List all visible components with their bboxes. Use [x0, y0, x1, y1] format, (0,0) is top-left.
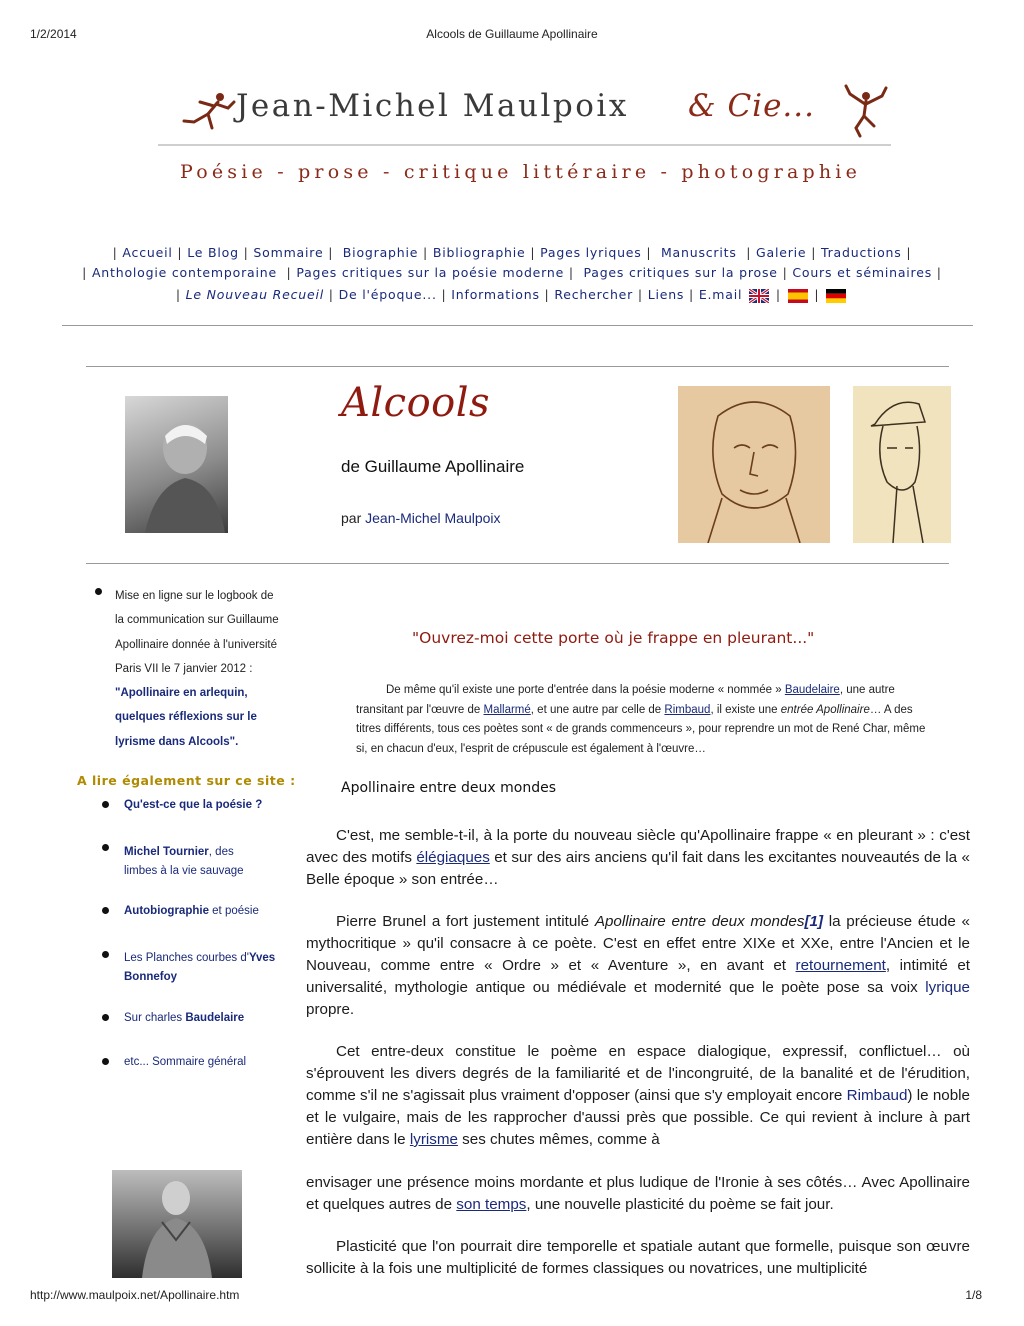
nav-rechercher[interactable]: Rechercher — [554, 287, 634, 302]
print-url: http://www.maulpoix.net/Apollinaire.htm — [30, 1288, 240, 1302]
arlequin-link-line[interactable]: "Apollinaire en arlequin, — [115, 687, 248, 700]
intro-text: … A des titres différents, tous ces poètes sont « de grands commenceurs », pour reprendre un mot de René Char, même si, en chacun d'eux, l'esprit de crépuscule est également à l'œuvre… — [356, 703, 926, 755]
nav-row-2: | Anthologie contemporaine | Pages critiques sur la poésie moderne | Pages critiques sur la prose | Cours et séminaires | — [82, 265, 942, 280]
link-rimbaud-inline[interactable]: Rimbaud — [664, 703, 711, 716]
also-read-item — [124, 905, 259, 917]
logbook-item — [115, 584, 300, 754]
germany-flag-icon[interactable] — [826, 289, 846, 303]
link-autobiographie-bold: Autobiographie — [124, 905, 209, 917]
nav-liens[interactable]: Liens — [647, 287, 685, 302]
apollinaire-soldier-photo — [112, 1170, 242, 1278]
bullet-icon — [95, 588, 102, 595]
nav-nouveau-recueil[interactable]: Le Nouveau Recueil — [185, 287, 325, 302]
body-text: envisager une présence moins mordante et plus ludique de l'Ironie à ses côtés… Avec Apollinaire et quelques autres de — [306, 1174, 970, 1213]
page-title: Alcools — [341, 380, 491, 426]
body-text: C'est, me semble-t-il, à la porte du nouveau siècle qu'Apollinaire frappe « en pleurant » : c'est avec des motifs — [306, 827, 970, 866]
bullet-icon — [102, 907, 109, 914]
link-sommaire-general[interactable]: etc... Sommaire général — [124, 1056, 247, 1068]
banner-cie: & Cie... — [688, 88, 815, 124]
body-paragraph-4 — [306, 1172, 970, 1216]
nav-bibliographie[interactable]: Bibliographie — [432, 245, 526, 260]
title-bottom-divider — [86, 563, 949, 564]
author-link[interactable]: Jean-Michel Maulpoix — [365, 510, 501, 526]
link-bonnefoy-rest: Les Planches courbes d' — [124, 952, 249, 964]
title-top-divider — [86, 366, 949, 367]
link-poesie[interactable]: Qu'est-ce que la poésie ? — [124, 799, 263, 811]
body-text: , une nouvelle plasticité du poème se fait jour. — [526, 1196, 834, 1213]
logbook-text-line: la communication sur Guillaume — [115, 614, 279, 627]
body-paragraph-1 — [306, 825, 970, 891]
nav-informations[interactable]: Informations — [451, 287, 540, 302]
body-text: propre. — [306, 1001, 355, 1018]
link-elegiaques[interactable]: élégiaques — [416, 849, 490, 866]
nav-sommaire[interactable]: Sommaire — [253, 245, 324, 260]
intro-paragraph — [356, 681, 926, 759]
apollinaire-caricature — [853, 386, 951, 543]
also-read-item — [124, 949, 275, 987]
nav-pages-critiques-prose[interactable]: Pages critiques sur la prose — [583, 265, 778, 280]
also-read-item — [124, 843, 244, 881]
body-text: Cet entre-deux constitue le poème en espace dialogique, expressif, conflictuel… où s'éprouvent les divers degrés de la familiarité et de l'incongruité, de la banalité et de l'érudition, comme s'il ne s'agissait plus vraiment d'opposer (ainsi que s'y employait encore — [306, 1043, 970, 1104]
body-paragraph-5 — [306, 1236, 970, 1280]
apollinaire-bandaged-photo — [125, 396, 228, 533]
nav-anthologie[interactable]: Anthologie contemporaine — [91, 265, 277, 280]
also-read-item — [124, 1056, 246, 1068]
link-tournier[interactable] — [124, 846, 244, 877]
nav-pages-lyriques[interactable]: Pages lyriques — [540, 245, 642, 260]
bullet-icon — [102, 951, 109, 958]
link-baudelaire-inline[interactable]: Baudelaire — [784, 684, 840, 696]
dancer-left-icon — [180, 88, 236, 136]
body-italic: Apollinaire entre deux mondes — [594, 913, 805, 930]
banner-name: Jean-Michel Maulpoix — [236, 88, 629, 124]
section-heading: Apollinaire entre deux mondes — [341, 780, 557, 796]
link-retournement[interactable]: retournement — [795, 957, 886, 974]
bullet-icon — [102, 844, 109, 851]
nav-email[interactable]: E.mail — [698, 287, 743, 302]
body-paragraph-3 — [306, 1041, 970, 1151]
intro-italic: entrée Apollinaire — [780, 703, 870, 716]
author-prefix: par — [341, 510, 362, 526]
link-baudelaire-rest: Sur charles — [124, 1012, 186, 1024]
link-mallarme[interactable]: Mallarmé — [483, 703, 531, 716]
also-read-item — [124, 799, 262, 811]
link-lyrisme[interactable]: lyrisme — [409, 1131, 458, 1148]
nav-biographie[interactable]: Biographie — [342, 245, 419, 260]
nav-row-3: | Le Nouveau Recueil | De l'époque... | Informations | Rechercher | Liens | E.mail | | — [0, 287, 1024, 303]
link-son-temps[interactable]: son temps — [456, 1196, 527, 1213]
arlequin-link-line[interactable]: lyrisme dans Alcools". — [115, 735, 239, 748]
link-tournier-line2: limbes à la vie sauvage — [124, 865, 244, 877]
nav-blog[interactable]: Le Blog — [187, 245, 239, 260]
link-rimbaud-body[interactable]: Rimbaud — [846, 1087, 908, 1104]
link-bonnefoy-line2: Bonnefoy — [124, 971, 178, 983]
intro-text: , une autre transitant par l'œuvre de — [356, 684, 895, 716]
body-text: Pierre Brunel a fort justement intitulé — [336, 913, 595, 930]
nav-row-1: | Accueil | Le Blog | Sommaire | Biographie | Bibliographie | Pages lyriques | Manuscrits | Galerie | Traductions | — [112, 245, 912, 260]
also-read-heading: A lire également sur ce site : — [77, 773, 296, 788]
epigraph-quote: "Ouvrez-moi cette porte où je frappe en pleurant..." — [412, 629, 815, 647]
banner-subtitle: Poésie - prose - critique littéraire - photographie — [180, 161, 862, 183]
link-lyrique[interactable]: lyrique — [925, 979, 970, 996]
spain-flag-icon[interactable] — [788, 289, 808, 303]
logbook-text-line: Mise en ligne sur le logbook de — [115, 590, 274, 602]
uk-flag-icon[interactable] — [749, 289, 769, 303]
body-text: la précieuse étude « mythocritique » qu'il consacre à ce poète. C'est en effet entre XIXe et XXe, entre l'Ancien et le Nouveau, comme entre « Ordre » et « Aventure », en avant et — [306, 913, 970, 974]
link-tournier-bold: Michel Tournier — [124, 846, 209, 858]
nav-cours[interactable]: Cours et séminaires — [792, 265, 933, 280]
apollinaire-sketch-portrait — [678, 386, 830, 543]
bullet-icon — [102, 801, 109, 808]
link-baudelaire-bold: Baudelaire — [185, 1012, 245, 1024]
arlequin-link-line[interactable]: quelques réflexions sur le — [115, 711, 257, 724]
nav-pages-critiques-poesie[interactable]: Pages critiques sur la poésie moderne — [296, 265, 565, 280]
nav-epoque[interactable]: De l'époque... — [338, 287, 437, 302]
print-title: Alcools de Guillaume Apollinaire — [426, 27, 598, 41]
body-text: ) le noble et le vulgaire, mais de les rapprocher d'aussi près que possible. Ce qui revient à inclure à part entière dans le — [306, 1087, 970, 1148]
page-subtitle: de Guillaume Apollinaire — [341, 457, 525, 476]
print-page-number: 1/8 — [965, 1288, 982, 1302]
banner-divider — [158, 144, 891, 146]
footnote-ref-1[interactable]: [1] — [804, 913, 824, 930]
intro-text: , et une autre par celle de — [530, 703, 665, 716]
body-paragraph-2 — [306, 911, 970, 1021]
nav-divider — [62, 325, 973, 326]
bullet-icon — [102, 1058, 109, 1065]
body-text: , intimité et universalité, mythologie antique ou médiévale et modernité que le poète pose sa voix — [306, 957, 970, 996]
nav-accueil[interactable]: Accueil — [122, 245, 173, 260]
link-baudelaire[interactable] — [124, 1012, 244, 1024]
nav-manuscrits[interactable]: Manuscrits — [660, 245, 737, 260]
nav-traductions[interactable]: Traductions — [820, 245, 902, 260]
author-line — [341, 510, 501, 526]
body-text: et sur des airs anciens qu'il fait dans les excitantes nouveautés de la « Belle époque » son entrée… — [306, 849, 970, 888]
link-bonnefoy[interactable] — [124, 952, 275, 983]
print-date: 1/2/2014 — [30, 27, 77, 41]
dancer-right-icon — [840, 84, 890, 138]
also-read-item — [124, 1012, 244, 1024]
intro-text: , il existe une — [710, 703, 781, 716]
link-tournier-rest: , des — [208, 846, 234, 858]
link-bonnefoy-bold: Yves — [248, 952, 276, 964]
nav-galerie[interactable]: Galerie — [756, 245, 807, 260]
link-autobiographie[interactable] — [124, 905, 259, 917]
intro-text: De même qu'il existe une porte d'entrée dans la poésie moderne « nommée » — [386, 684, 785, 696]
link-autobiographie-rest: et poésie — [208, 905, 259, 917]
logbook-text-line: Apollinaire donnée à l'université — [115, 638, 278, 651]
logbook-text-line: Paris VII le 7 janvier 2012 : — [115, 662, 253, 675]
bullet-icon — [102, 1014, 109, 1021]
body-text: ses chutes mêmes, comme à — [457, 1131, 660, 1148]
body-text: Plasticité que l'on pourrait dire temporelle et spatiale autant que formelle, puisque son œuvre sollicite à la fois une multiplicité de formes classiques ou novatrices, une multiplicité — [306, 1238, 970, 1277]
